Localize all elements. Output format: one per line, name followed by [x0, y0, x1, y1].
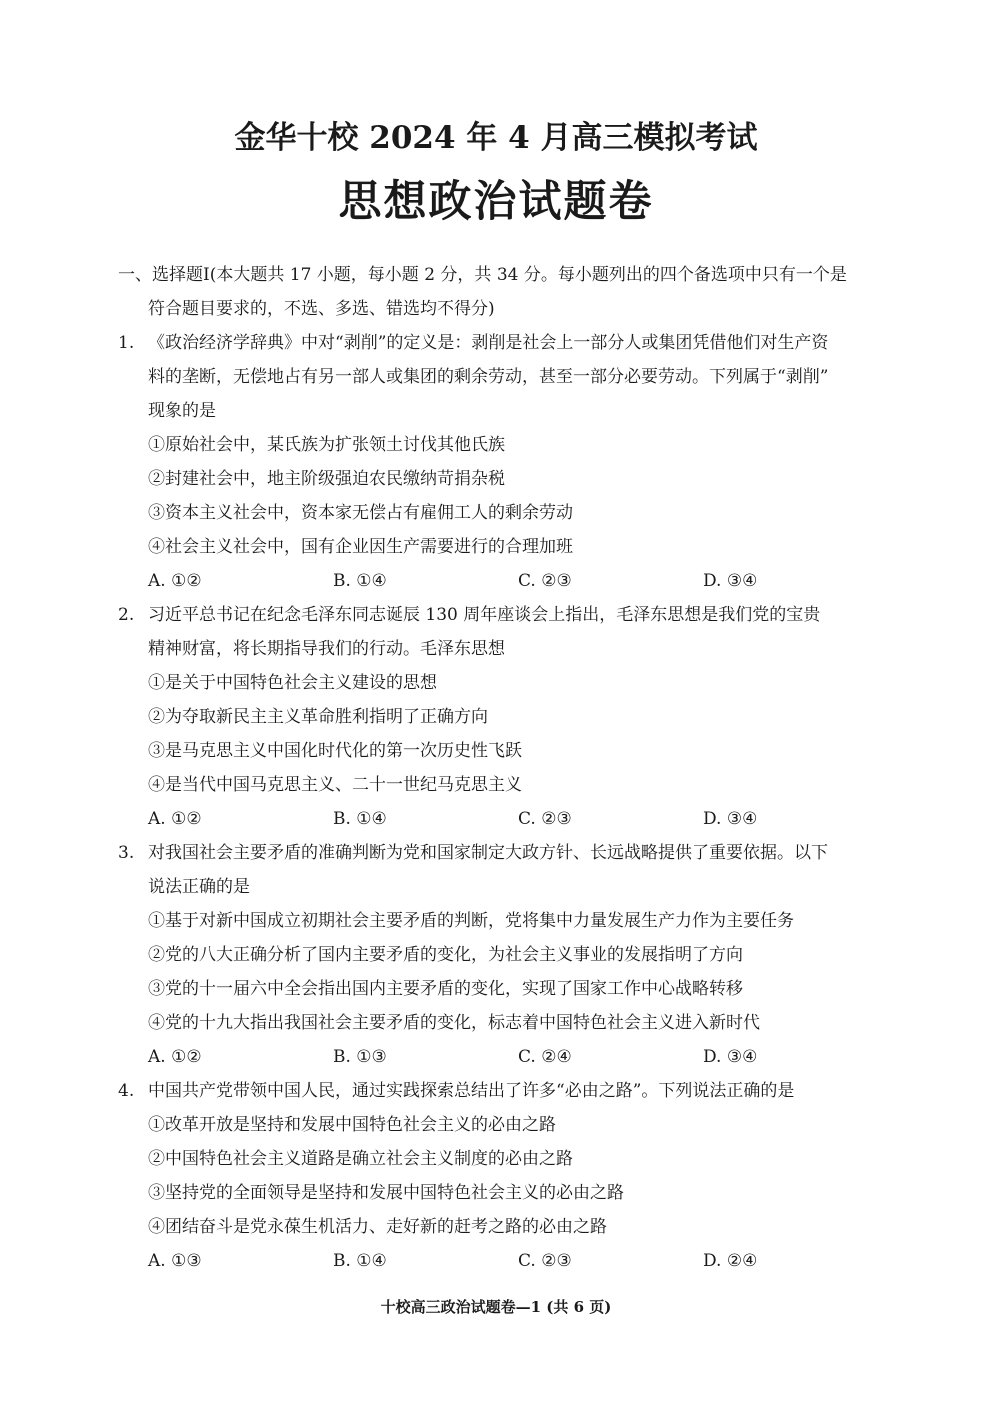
exam-subtitle: 思想政治试题卷 — [338, 177, 654, 227]
section-heading-cont: 符合题目要求的，不选、多选、错选均不得分) — [148, 299, 495, 319]
question-stem-line — [118, 836, 908, 870]
statement-option: ④团结奋斗是党永葆生机活力、走好新的赶考之路的必由之路 — [148, 1217, 607, 1237]
statement-option: ④社会主义社会中，国有企业因生产需要进行的合理加班 — [148, 537, 573, 557]
choice-d: D. ③④ — [703, 809, 758, 829]
section-heading: 一、选择题Ⅰ(本大题共 17 小题，每小题 2 分，共 34 分。每小题列出的四个备选项中只有一个是 — [118, 265, 847, 285]
statement-option: ④是当代中国马克思主义、二十一世纪马克思主义 — [148, 775, 522, 795]
choice-a: A. ①② — [148, 571, 202, 591]
statement-option: ②封建社会中，地主阶级强迫农民缴纳苛捐杂税 — [148, 469, 505, 489]
exam-content — [118, 258, 908, 1278]
answer-choices — [118, 564, 908, 598]
statement-option: ③资本主义社会中，资本家无偿占有雇佣工人的剩余劳动 — [148, 503, 573, 523]
choice-c: C. ②③ — [518, 809, 572, 829]
question-1 — [118, 326, 908, 598]
question-stem-text: 习近平总书记在纪念毛泽东同志诞辰 130 周年座谈会上指出，毛泽东思想是我们党的宝贵 — [148, 605, 821, 625]
page-footer: 十校高三政治试题卷—1 (共 6 页) — [380, 1298, 612, 1316]
statement-option: ②党的八大正确分析了国内主要矛盾的变化，为社会主义事业的发展指明了方向 — [148, 945, 743, 965]
statement-option: ①是关于中国特色社会主义建设的思想 — [148, 673, 437, 693]
statement-option: ①基于对新中国成立初期社会主要矛盾的判断，党将集中力量发展生产力作为主要任务 — [148, 911, 794, 931]
answer-choices — [118, 802, 908, 836]
choice-d: D. ③④ — [703, 571, 758, 591]
statement-option: ①改革开放是坚持和发展中国特色社会主义的必由之路 — [148, 1115, 556, 1135]
answer-choices — [118, 1244, 908, 1278]
choice-b: B. ①④ — [333, 571, 387, 591]
choice-d: D. ③④ — [703, 1047, 758, 1067]
question-stem-line — [118, 326, 908, 360]
answer-choices — [118, 1040, 908, 1074]
statement-option: ④党的十九大指出我国社会主要矛盾的变化，标志着中国特色社会主义进入新时代 — [148, 1013, 760, 1033]
question-number: 4. — [118, 1081, 135, 1101]
question-stem-line: 现象的是 — [148, 401, 216, 421]
question-stem-line: 料的垄断，无偿地占有另一部人或集团的剩余劳动，甚至一部分必要劳动。下列属于“剥削” — [148, 367, 829, 387]
statement-option: ②中国特色社会主义道路是确立社会主义制度的必由之路 — [148, 1149, 573, 1169]
question-stem-line: 说法正确的是 — [148, 877, 250, 897]
choice-c: C. ②③ — [518, 571, 572, 591]
choice-d: D. ②④ — [703, 1251, 758, 1271]
question-stem-text: 《政治经济学辞典》中对“剥削”的定义是：剥削是社会上一部分人或集团凭借他们对生产资 — [148, 333, 829, 353]
statement-option: ②为夺取新民主主义革命胜利指明了正确方向 — [148, 707, 488, 727]
question-stem-line — [118, 598, 908, 632]
choice-c: C. ②③ — [518, 1251, 572, 1271]
statement-option: ③坚持党的全面领导是坚持和发展中国特色社会主义的必由之路 — [148, 1183, 624, 1203]
question-stem-line — [118, 1074, 908, 1108]
question-number: 3. — [118, 843, 135, 863]
choice-b: B. ①④ — [333, 1251, 387, 1271]
question-4 — [118, 1074, 908, 1278]
question-2 — [118, 598, 908, 836]
choice-a: A. ①② — [148, 1047, 202, 1067]
exam-title: 金华十校 2024 年 4 月高三模拟考试 — [234, 120, 758, 156]
choice-b: B. ①③ — [333, 1047, 387, 1067]
question-number: 2. — [118, 605, 135, 625]
statement-option: ③是马克思主义中国化时代化的第一次历史性飞跃 — [148, 741, 522, 761]
statement-option: ①原始社会中，某氏族为扩张领土讨伐其他氏族 — [148, 435, 505, 455]
question-stem-text: 对我国社会主要矛盾的准确判断为党和国家制定大政方针、长远战略提供了重要依据。以下 — [148, 843, 828, 863]
choice-b: B. ①④ — [333, 809, 387, 829]
question-3 — [118, 836, 908, 1074]
question-stem-text: 中国共产党带领中国人民，通过实践探索总结出了许多“必由之路”。下列说法正确的是 — [148, 1081, 795, 1101]
choice-c: C. ②④ — [518, 1047, 572, 1067]
question-number: 1. — [118, 333, 135, 353]
question-stem-line: 精神财富，将长期指导我们的行动。毛泽东思想 — [148, 639, 505, 659]
choice-a: A. ①② — [148, 809, 202, 829]
choice-a: A. ①③ — [148, 1251, 202, 1271]
statement-option: ③党的十一届六中全会指出国内主要矛盾的变化，实现了国家工作中心战略转移 — [148, 979, 743, 999]
